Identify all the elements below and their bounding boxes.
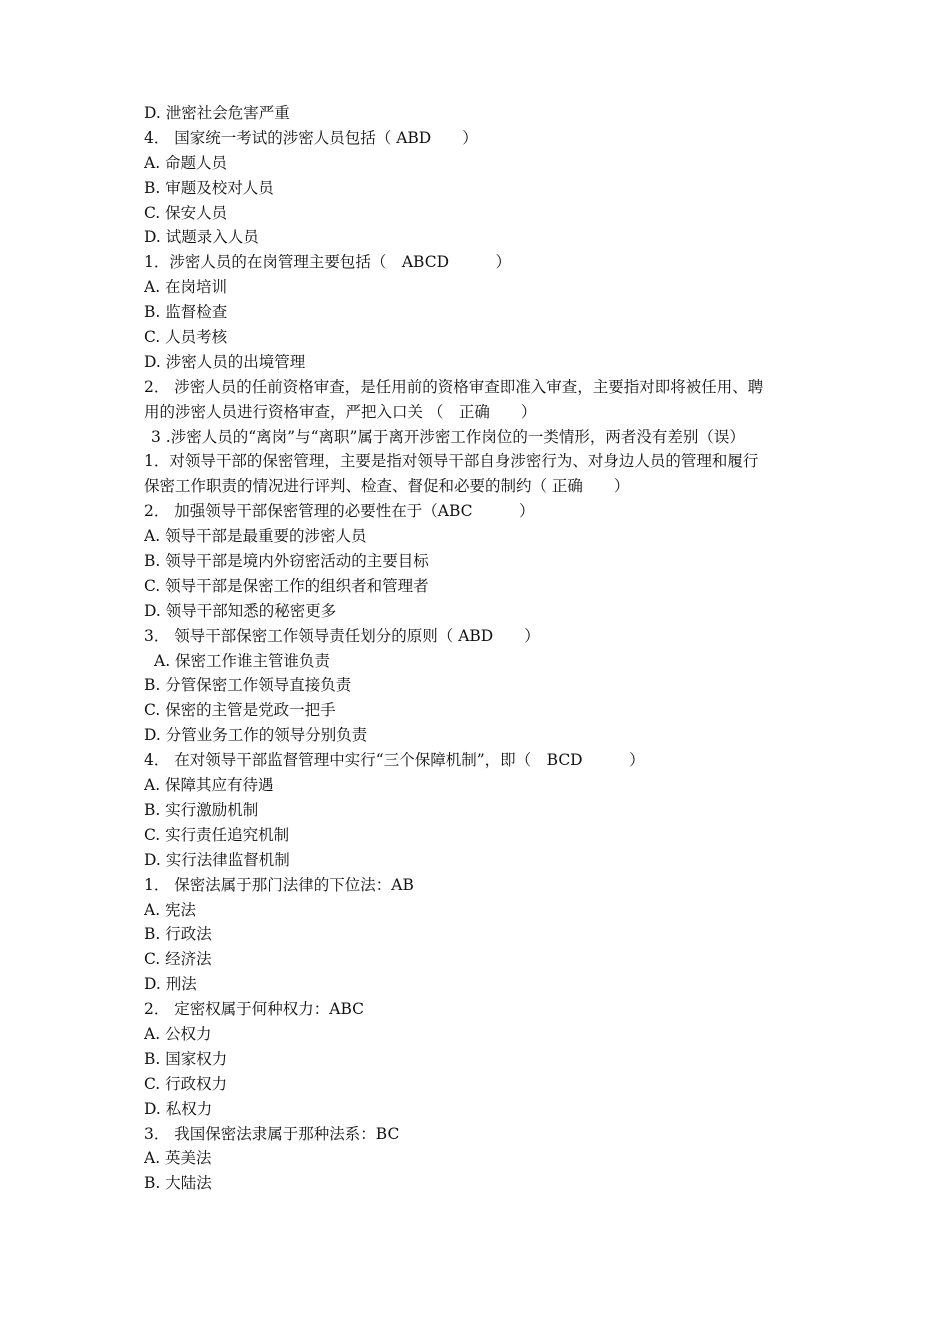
option-line: A. 命题人员 <box>144 153 228 172</box>
question-line: 2． 涉密人员的任前资格审查，是任用前的资格审查即准入审查，主要指对即将被任用、聘 <box>144 377 764 396</box>
option-line: B. 大陆法 <box>144 1174 212 1193</box>
option-line: C. 领导干部是保密工作的组织者和管理者 <box>144 576 429 595</box>
question-line: 1．涉密人员的在岗管理主要包括（ ABCD ） <box>144 253 512 272</box>
option-line: A. 保障其应有待遇 <box>144 776 274 795</box>
question-line: 4． 国家统一考试的涉密人员包括（ ABD ） <box>144 128 478 147</box>
option-line: C. 保密的主管是党政一把手 <box>144 701 336 720</box>
option-line: C. 行政权力 <box>144 1074 228 1093</box>
option-line: C. 实行责任追究机制 <box>144 825 290 844</box>
option-line: B. 审题及校对人员 <box>144 178 274 197</box>
option-line: B. 行政法 <box>144 925 212 944</box>
option-line: D. 试题录入人员 <box>144 228 259 247</box>
option-line: B. 监督检查 <box>144 303 228 322</box>
option-line: C. 人员考核 <box>144 328 228 347</box>
option-line: D. 分管业务工作的领导分别负责 <box>144 726 368 745</box>
question-line: 3． 领导干部保密工作领导责任划分的原则（ ABD ） <box>144 626 540 645</box>
option-line: D. 刑法 <box>144 975 197 994</box>
option-line: C. 经济法 <box>144 950 212 969</box>
question-line: 1．对领导干部的保密管理，主要是指对领导干部自身涉密行为、对身边人员的管理和履行 <box>144 452 759 471</box>
question-continuation-line: 用的涉密人员进行资格审查，严把入口关 （ 正确 ） <box>144 402 537 421</box>
question-line: 4． 在对领导干部监督管理中实行“三个保障机制”，即（ BCD ） <box>144 751 645 770</box>
text-line: D. 泄密社会危害严重 <box>144 104 290 122</box>
option-line: A. 英美法 <box>144 1149 212 1168</box>
option-line: A. 公权力 <box>144 1024 212 1043</box>
option-line: B. 领导干部是境内外窃密活动的主要目标 <box>144 552 429 571</box>
option-line: B. 实行激励机制 <box>144 800 259 819</box>
option-line: A. 宪法 <box>144 900 197 919</box>
question-line: 3． 我国保密法隶属于那种法系：BC <box>144 1124 400 1143</box>
option-line: B. 分管保密工作领导直接负责 <box>144 676 352 695</box>
option-line: A. 保密工作谁主管谁负责 <box>154 651 331 670</box>
question-line: 1． 保密法属于那门法律的下位法：AB <box>144 875 414 894</box>
option-line: D. 私权力 <box>144 1099 213 1118</box>
option-line: D. 涉密人员的出境管理 <box>144 352 306 371</box>
document-body <box>144 101 814 1196</box>
option-line: A. 在岗培训 <box>144 278 228 297</box>
option-line: A. 领导干部是最重要的涉密人员 <box>144 527 367 546</box>
option-line: D. 领导干部知悉的秘密更多 <box>144 601 337 620</box>
question-continuation-line: 保密工作职责的情况进行评判、检查、督促和必要的制约（ 正确 ） <box>144 477 630 496</box>
question-line: 3 .涉密人员的“离岗”与“离职”属于离开涉密工作岗位的一类情形，两者没有差别（误） <box>151 427 745 446</box>
question-line: 2． 加强领导干部保密管理的必要性在于（ABC ） <box>144 502 535 521</box>
option-line: D. 实行法律监督机制 <box>144 850 290 869</box>
option-line: C. 保安人员 <box>144 203 228 222</box>
option-line: B. 国家权力 <box>144 1049 228 1068</box>
question-line: 2． 定密权属于何种权力：ABC <box>144 1000 365 1019</box>
